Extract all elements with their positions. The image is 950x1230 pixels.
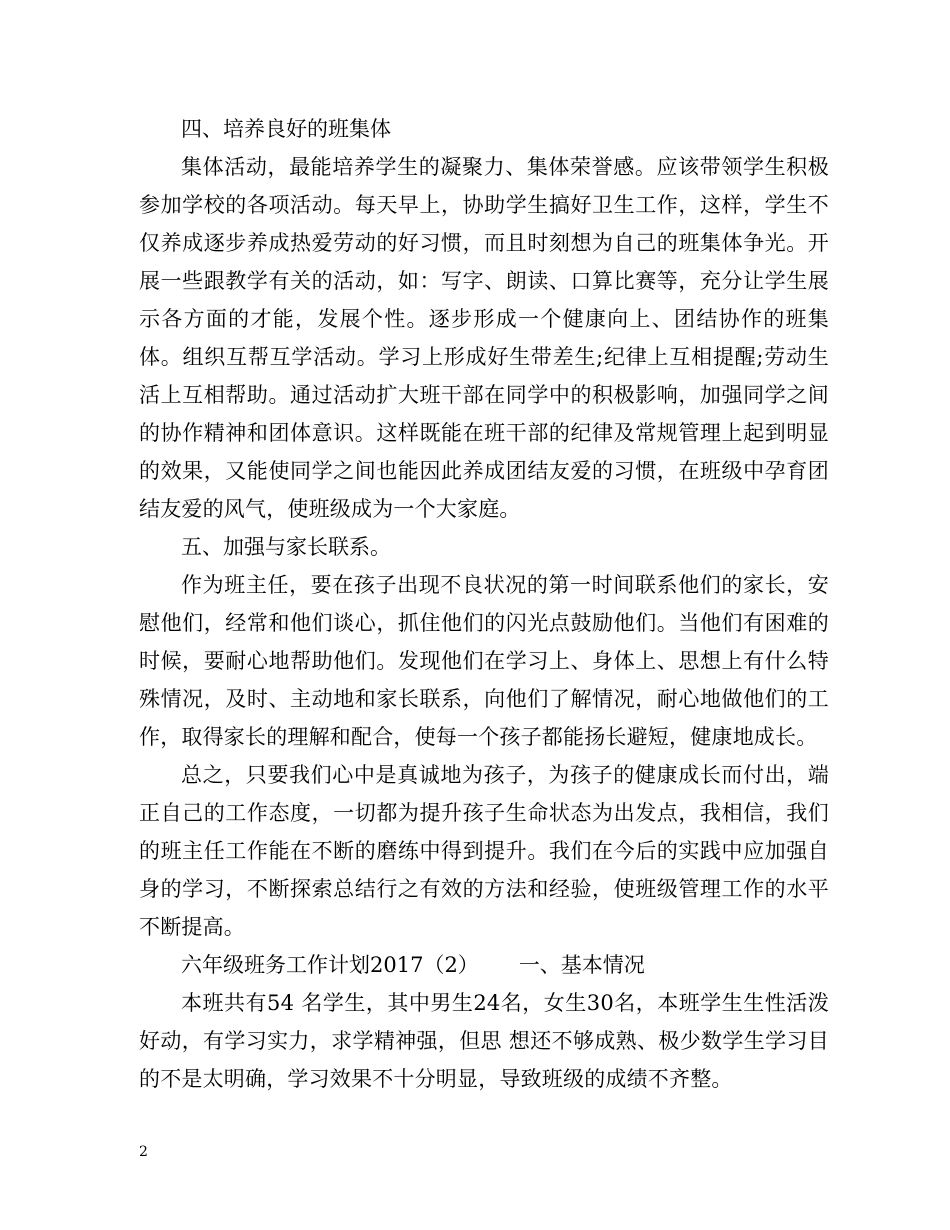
paragraph-conclusion: 总之，只要我们心中是真诚地为孩子，为孩子的健康成长而付出，端正自己的工作态度，一切都为提升孩子生命状态为出发点，我相信，我们的班主任工作能在不断的磨练中得到提升。我们在今后的实践中应加强自身的学习，不断探索总结行之有效的方法和经验，使班级管理工作的水平不断提高。 bbox=[139, 763, 829, 939]
plan-title: 六年级班务工作计划2017（2） bbox=[181, 953, 479, 977]
paragraph-parent-contact: 作为班主任，要在孩子出现不良状况的第一时间联系他们的家长，安慰他们，经常和他们谈心，抓住他们的闪光点鼓励他们。当他们有困难的时候，要耐心地帮助他们。发现他们在学习上、身体上、思想上有什么特殊情况，及时、主动地和家长联系，向他们了解情况，耐心地做他们的工作，取得家长的理解和配合，使每一个孩子都能扬长避短，健康地成长。 bbox=[139, 573, 829, 749]
section-heading-4: 四、培养良好的班集体 bbox=[181, 117, 391, 141]
page-number: 2 bbox=[139, 1144, 148, 1160]
paragraph-collective-activities: 集体活动，最能培养学生的凝聚力、集体荣誉感。应该带领学生积极参加学校的各项活动。每天早上，协助学生搞好卫生工作，这样，学生不仅养成逐步养成热爱劳动的好习惯，而且时刻想为自己的班集体争光。开展一些跟教学有关的活动，如：写字、朗读、口算比赛等，充分让学生展示各方面的才能，发展个性。逐步形成一个健康向上、团结协作的班集体。组织互帮互学活动。学习上形成好生带差生;纪律上互相提醒;劳动生活上互相帮助。通过活动扩大班干部在同学中的积极影响，加强同学之间的协作精神和团体意识。这样既能在班干部的纪律及常规管理上起到明显的效果，又能使同学之间也能因此养成团结友爱的习惯，在班级中孕育团结友爱的风气，使班级成为一个大家庭。 bbox=[139, 155, 829, 521]
document-body bbox=[139, 110, 829, 1098]
plan-subtitle: 一、基本情况 bbox=[518, 953, 645, 977]
section-heading-5: 五、加强与家长联系。 bbox=[181, 535, 391, 559]
paragraph-basic-situation: 本班共有54 名学生，其中男生24名，女生30名，本班学生生性活泼好动，有学习实力，求学精神强，但思 想还不够成熟、极少数学生学习目的不是太明确，学习效果不十分明显，导致班级的成绩不齐整。 bbox=[139, 991, 829, 1091]
plan-title-line bbox=[139, 946, 829, 984]
